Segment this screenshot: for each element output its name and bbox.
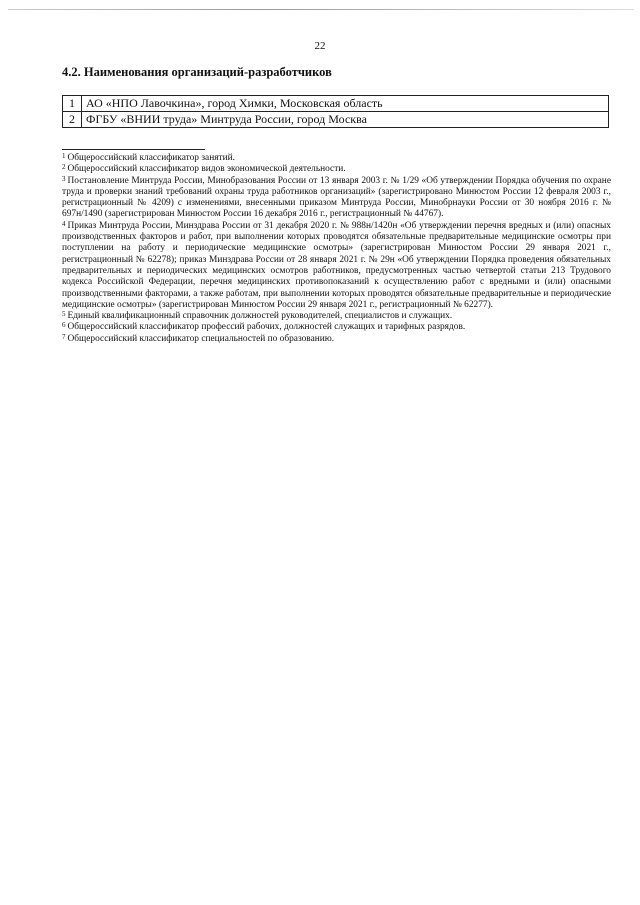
scan-edge-line [8,9,634,10]
footnote-mark: 4 [62,219,66,228]
footnote [62,221,611,311]
footnote-mark: 2 [62,163,66,172]
footnote [62,176,611,221]
footnote-text: Общероссийский классификатор специальностей по образованию. [67,333,335,344]
organizations-table [62,95,609,128]
footnote-separator [62,149,205,150]
footnote [62,153,611,164]
footnote-text: Общероссийский классификатор профессий рабочих, должностей служащих и тарифных разрядов. [67,322,466,333]
page-number: 22 [314,40,326,52]
footnote-mark: 7 [62,332,66,341]
footnote-mark: 5 [62,310,66,319]
footnote-mark: 1 [62,152,66,160]
footnote [62,322,611,333]
footnote-text: Приказ Минтруда России, Минздрава России от 31 декабря 2020 г. № 988н/1420н «Об утверждении перечня вредных и (или) опасных производственных факторов и работ, при выполнении которых проводятся обязательные предварительные медицинские осмотры при поступлении на работу и периодические медицинские осмотры» (зарегистрирован Минюстом России 29 января 2021 г., регистрационный № 62278); приказ Минздрава России от 28 января 2021 г. № 29н «Об утверждении Порядка проведения обязательных предварительных и периодических медицинских осмотров работников, предусмотренных частью четвертой статьи 213 Трудового кодекса Российской Федерации, перечня медицинских противопоказаний к осуществлению работ с вредными и (или) опасными производственными факторами, а также работам, при выполнении которых проводятся обязательные предварительные и периодические медицинские осмотры» (зарегистрирован Минюстом России 29 января 2021 г., регистрационный № 62277). [62,220,611,310]
footnote-mark: 3 [62,174,66,183]
table-row [63,112,609,128]
footnote [62,334,611,345]
organization-name: ФГБУ «ВНИИ труда» Минтруда России, город Москва [82,112,609,128]
row-number: 1 [63,96,82,112]
footnote-text: Постановление Минтруда России, Минобразования России от 13 января 2003 г. № 1/29 «Об утверждении Порядка обучения по охране труда и проверки знаний требований охраны труда работников организаций» (зарегистрировано Минюстом России 12 февраля 2003 г., регистрационный № 4209) с изменениями, внесенными приказом Минтруда России, Минобрнауки России от 30 ноября 2016 г. № 697н/1490 (зарегистрирован Минюстом России 16 декабря 2016 г., регистрационный № 44767). [62,175,611,220]
footnote-text: Общероссийский классификатор занятий. [67,153,235,163]
footnotes [62,153,611,345]
footnote-text: Единый квалификационный справочник должностей руководителей, специалистов и служащих. [67,311,453,322]
organization-name: АО «НПО Лавочкина», город Химки, Московская область [82,96,609,112]
footnote [62,164,611,175]
footnote-mark: 6 [62,321,66,330]
row-number: 2 [63,112,82,128]
table-row [63,96,609,112]
footnote [62,311,611,322]
footnote-text: Общероссийский классификатор видов экономической деятельности. [67,164,346,175]
section-heading: 4.2. Наименования организаций-разработчиков [62,65,332,79]
